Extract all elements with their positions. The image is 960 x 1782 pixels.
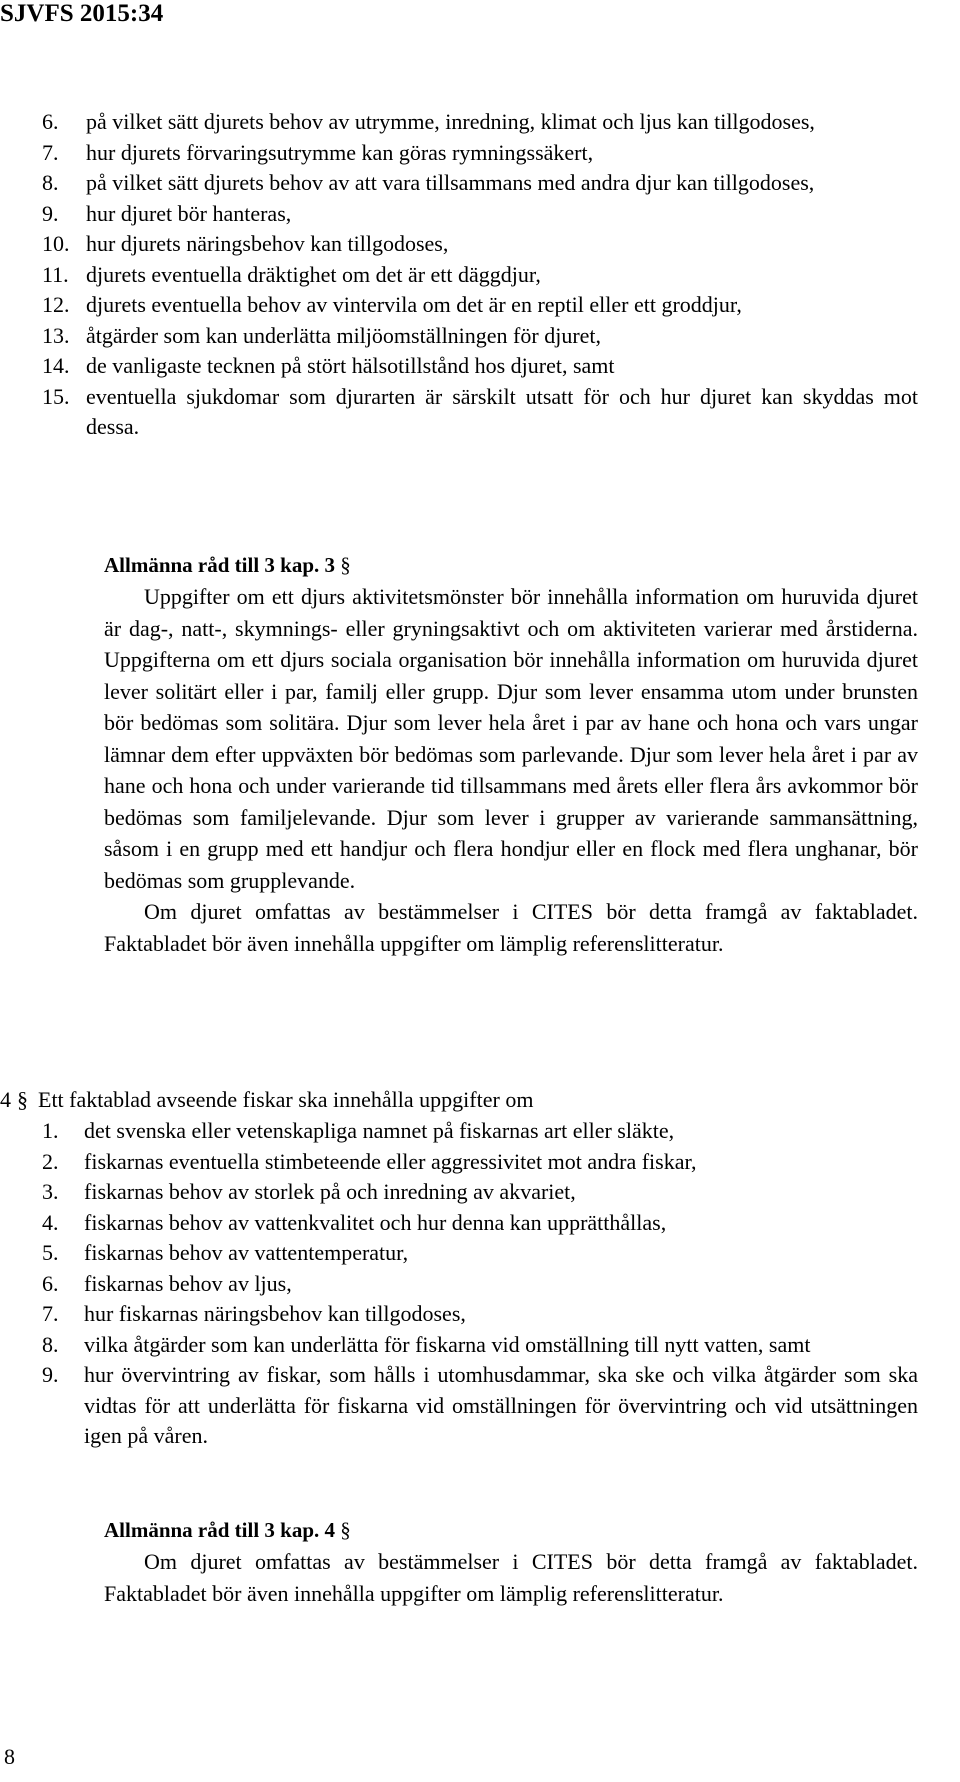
list-item-text: fiskarnas behov av ljus, bbox=[84, 1270, 292, 1296]
advice-heading-text: Allmänna råd till 3 kap. 3 bbox=[104, 553, 336, 577]
list-item-number: 6. bbox=[42, 109, 59, 134]
list-item-number: 13. bbox=[42, 322, 70, 348]
document-header: SJVFS 2015:34 bbox=[0, 0, 164, 27]
section-number: 4 bbox=[0, 1087, 11, 1112]
list-item-number: 5. bbox=[42, 1240, 59, 1265]
general-advice-section bbox=[104, 1515, 918, 1609]
list-item-number: 9. bbox=[42, 1362, 59, 1387]
list-item-text: de vanligaste tecknen på stört hälsotillstånd hos djuret, samt bbox=[86, 353, 615, 378]
list-item-text: djurets eventuella dräktighet om det är ett däggdjur, bbox=[86, 261, 541, 287]
list-item-text: fiskarnas eventuella stimbeteende eller aggressivitet mot andra fiskar, bbox=[84, 1148, 697, 1174]
advice-paragraph: Uppgifter om ett djurs aktivitetsmönster bör innehålla information om huruvida djuret är dag-, natt-, skymnings- eller gryningsaktivt och om aktiviteten varierar med årstiderna. Uppgifterna om ett djurs sociala organisation bör innehålla information om huruvida djuret lever solitärt eller i par, familj eller grupp. Djur som lever ensamma utom under brunsten bör bedömas som solitära. Djur som lever hela året i par av hane och hona och vars ungar lämnar dem efter uppväxten bör bedömas som parlevande. Djur som lever hela året i par av hane och hona och under varierande tid tillsammans med årets eller flera års avkommor bör bedömas som familjelevande. Djur som lever i grupper av varierande sammansättning, såsom i en grupp med ett handjur och flera hondjur eller en flock med flera unghanar, bör bedömas som grupplevande. bbox=[104, 584, 918, 893]
list-item-number: 9. bbox=[42, 200, 59, 226]
list-item-text: hur djurets näringsbehov kan tillgodoses, bbox=[86, 231, 449, 256]
advice-heading bbox=[104, 550, 918, 581]
list-item bbox=[42, 260, 918, 291]
fact-sheet-requirements-list bbox=[42, 107, 918, 443]
list-item bbox=[42, 1269, 918, 1300]
list-item-text: eventuella sjukdomar som djurarten är särskilt utsatt för och hur djuret kan skyddas mot dessa. bbox=[86, 383, 918, 439]
list-item bbox=[42, 321, 918, 352]
section-text: Ett faktablad avseende fiskar ska innehålla uppgifter om bbox=[38, 1087, 534, 1112]
list-item-text: fiskarnas behov av vattenkvalitet och hur denna kan upprätthållas, bbox=[84, 1209, 667, 1235]
list-item-text: hur fiskarnas näringsbehov kan tillgodoses, bbox=[84, 1301, 466, 1326]
page-number: 8 bbox=[4, 1744, 15, 1769]
list-item-number: 4. bbox=[42, 1209, 59, 1235]
list-item-number: 7. bbox=[42, 139, 59, 165]
list-item bbox=[42, 1238, 918, 1269]
list-item-text: hur djurets förvaringsutrymme kan göras rymningssäkert, bbox=[86, 139, 594, 165]
list-item-text: fiskarnas behov av storlek på och inredning av akvariet, bbox=[84, 1179, 576, 1204]
list-item bbox=[42, 1299, 918, 1330]
list-item bbox=[42, 168, 918, 199]
list-item bbox=[42, 1116, 918, 1147]
list-item-number: 15. bbox=[42, 383, 70, 409]
list-item-text: på vilket sätt djurets behov av att vara tillsammans med andra djur kan tillgodoses, bbox=[86, 170, 815, 195]
list-item-number: 1. bbox=[42, 1118, 59, 1143]
advice-paragraph: Om djuret omfattas av bestämmelser i CITES bör detta framgå av faktabladet. Faktabladet bör även innehålla uppgifter om lämplig referenslitteratur. bbox=[104, 1549, 918, 1606]
list-item bbox=[42, 290, 918, 321]
list-item-text: fiskarnas behov av vattentemperatur, bbox=[84, 1240, 409, 1265]
list-item-number: 10. bbox=[42, 231, 70, 256]
list-item-number: 11. bbox=[42, 261, 69, 287]
list-item bbox=[42, 1360, 918, 1452]
list-item-number: 2. bbox=[42, 1148, 59, 1174]
list-item-number: 8. bbox=[42, 170, 59, 195]
list-item bbox=[42, 1330, 918, 1361]
section-sign: § bbox=[17, 1087, 28, 1112]
advice-paragraph: Om djuret omfattas av bestämmelser i CITES bör detta framgå av faktabladet. Faktabladet bör även innehålla uppgifter om lämplig referenslitteratur. bbox=[104, 899, 918, 956]
list-item-number: 8. bbox=[42, 1331, 59, 1357]
list-item-number: 3. bbox=[42, 1179, 59, 1204]
list-item bbox=[42, 351, 918, 382]
list-item-text: på vilket sätt djurets behov av utrymme, inredning, klimat och ljus kan tillgodoses, bbox=[86, 109, 815, 134]
section-heading bbox=[0, 1085, 918, 1115]
list-item bbox=[42, 107, 918, 138]
list-item bbox=[42, 229, 918, 260]
list-item bbox=[42, 1177, 918, 1208]
list-item bbox=[42, 138, 918, 169]
list-item-number: 12. bbox=[42, 292, 70, 317]
advice-heading-text: Allmänna råd till 3 kap. 4 bbox=[104, 1518, 336, 1542]
list-item-text: vilka åtgärder som kan underlätta för fiskarna vid omställning till nytt vatten, samt bbox=[84, 1331, 811, 1357]
list-item bbox=[42, 382, 918, 443]
section-sign: § bbox=[340, 553, 351, 577]
list-item-number: 14. bbox=[42, 353, 70, 378]
advice-heading bbox=[104, 1515, 918, 1546]
list-item bbox=[42, 1208, 918, 1239]
list-item bbox=[42, 199, 918, 230]
list-item bbox=[42, 1147, 918, 1178]
list-item-number: 6. bbox=[42, 1270, 59, 1296]
general-advice-section bbox=[104, 550, 918, 959]
list-item-number: 7. bbox=[42, 1301, 59, 1326]
list-item-text: djurets eventuella behov av vintervila om det är en reptil eller ett groddjur, bbox=[86, 292, 742, 317]
fish-requirements-list bbox=[42, 1116, 918, 1452]
list-item-text: hur övervintring av fiskar, som hålls i utomhusdammar, ska ske och vilka åtgärder som ska vidtas för att underlätta för fiskarna vid omställningen för övervintring och vid utsättningen igen på våren. bbox=[84, 1362, 918, 1448]
list-item-text: åtgärder som kan underlätta miljöomställningen för djuret, bbox=[86, 322, 602, 348]
list-item-text: hur djuret bör hanteras, bbox=[86, 200, 292, 226]
list-item-text: det svenska eller vetenskapliga namnet på fiskarnas art eller släkte, bbox=[84, 1118, 675, 1143]
section-sign: § bbox=[340, 1518, 351, 1542]
